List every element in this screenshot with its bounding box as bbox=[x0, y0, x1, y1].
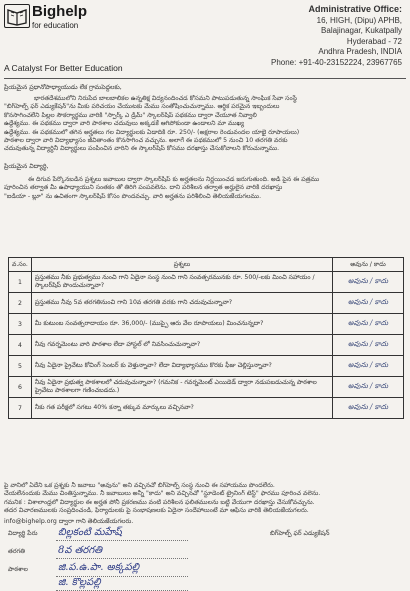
brand-subtitle: for education bbox=[32, 21, 79, 30]
paragraph-line: "బిగ్‌హెల్ప్ ఫర్ ఎడ్యుకేషన్"ను మీకు పరిచయం చేయుటకు మేము సంతోషించుచున్నాము. ఆర్థిక పరమైన ఇబ్బందులు bbox=[4, 103, 280, 111]
answer-cell[interactable] bbox=[333, 398, 404, 419]
column-header-question: ప్రశ్నలు bbox=[31, 258, 332, 272]
answer-mark: అవును / కాదు bbox=[347, 277, 389, 285]
brand-name: Bighelp bbox=[32, 3, 87, 20]
greeting: ప్రియమైన ప్రధానోపాధ్యాయుడు లేక గ్రామపెద్దలకు, bbox=[4, 84, 122, 91]
tagline: A Catalyst For Better Education bbox=[4, 63, 123, 73]
question-number: 7 bbox=[9, 398, 32, 419]
question-text: నీవు ఏదైనా ప్రభుత్వ పాఠశాలలో చదువుచున్నావా? (గమనిక - గవర్నమెంట్ ఎయిడెడ్ ద్వారా నడుపబడుచున్న పాఠశాల ప్రైవేటు పాఠశాలగా గణించబడదు.) bbox=[31, 377, 332, 398]
paragraph-line: పూరించిన తర్వాత మీ ఉపాధ్యాయుని సంతకం తో తిరిగి పంపవలెను. దాని పరిశీలన తర్వాత అర్హులైన వారికి దరఖాస్తు bbox=[4, 184, 283, 192]
question-number: 4 bbox=[9, 335, 32, 356]
answer-cell[interactable] bbox=[333, 335, 404, 356]
paragraph-line: పాఠశాల ద్వారా వారి విద్యాభ్యాసం జీవితాంతం కొనసాగించ వచ్చును. అలాగే ఈ పథకములో 5 నుంచి 10 తరగతి వరకు bbox=[4, 137, 288, 145]
class-handwritten[interactable]: 8వ తరగతి bbox=[58, 545, 103, 556]
office-title: Administrative Office: bbox=[308, 4, 402, 14]
student-name-label: విద్యార్థి పేరు bbox=[8, 530, 38, 537]
answer-mark: అవును / కాదు bbox=[347, 340, 389, 348]
office-line: Andhra Pradesh, INDIA bbox=[318, 47, 402, 56]
question-number: 6 bbox=[9, 377, 32, 398]
table-row bbox=[9, 293, 404, 314]
answer-mark: అవును / కాదు bbox=[347, 319, 389, 327]
intro-paragraph bbox=[4, 95, 406, 154]
office-line: 16, HIGH, (Dipu) APHB, bbox=[316, 15, 402, 25]
paragraph-line: "ఐడియా - బ్లూ" ను ఉచితంగా స్కాలర్‌షిప్ కోసం పొందవచ్చు. వారి అర్హతను పరిశీలించి తెలియజేయగలము. bbox=[4, 192, 262, 200]
instructions-paragraph bbox=[4, 176, 406, 201]
office-phone: Phone: +91-40-23152224, 23967765 bbox=[270, 57, 402, 67]
paragraph-line: ఈ దిగువ పేర్కొనబడిన ప్రశ్నలు జవాబుల ద్వారా స్కాలర్‌షిప్ కు అర్హతలను నిర్ణయించడ జరుగుతుంది. అడి పైన ఈ పత్రము bbox=[28, 176, 320, 183]
paragraph-line: కొనసాగించలేని పిల్లల సౌకర్యార్థము వారికి "స్పార్క్ ఎ డ్రీమ్" స్కాలర్‌షిప్ పథకము ద్వారా చేయూత నివ్వాలి bbox=[4, 111, 257, 119]
office-line: Balajinagar, Kukatpally bbox=[321, 26, 402, 35]
answer-cell[interactable] bbox=[333, 293, 404, 314]
paragraph-line: తదర విచారణములకు సంప్రదించండి, ఫిర్యాదులకు పై సంభాషణలకు ఏదైనా సందేహాలుంటే మా ఆఫీసు వారికి తెలియజేయగలరు. bbox=[4, 507, 309, 515]
office-line: Hyderabad - 72 bbox=[346, 36, 402, 46]
table-row bbox=[9, 356, 404, 377]
question-text: ప్రస్తుతము నీవు 5వ తరగతినుంచి గాని 10వ తరగతి వరకు గాని చదువుచున్నావా? bbox=[31, 293, 332, 314]
answer-mark: అవును / కాదు bbox=[347, 361, 389, 369]
header-divider bbox=[4, 78, 406, 79]
paragraph-line: చదువుతున్న విద్యార్థినీ విద్యార్థులు పంపించిన వారిని ఈ స్కాలర్‌షిప్ కోసము దరఖాస్తు చేసుకోవాలని కోరుచున్నాము. bbox=[4, 145, 280, 153]
answer-cell[interactable] bbox=[333, 272, 404, 293]
question-text: ప్రస్తుతము నీకు ప్రభుత్వము నుంచి గాని ఏదైనా సంస్థ నుంచి గాని సంవత్సరమునకు రూ. 500/-లకు మించి సహాయం / స్కాలర్‌షిప్ పొందుచున్నావా? bbox=[31, 272, 332, 293]
answer-mark: అవును / కాదు bbox=[347, 382, 389, 390]
closing-paragraph bbox=[4, 482, 406, 516]
question-text: మీ కుటుంబ సంవత్సరాదాయం రూ. 36,000/- (ముప్పై ఆరు వేల రూపాయలు) మించనున్నదా? bbox=[31, 314, 332, 335]
class-label: తరగతి bbox=[8, 548, 25, 555]
paragraph-line: పై వానిలో ఏదేని ఒక ప్రశ్నకు నీ జవాబు "అవును" అని వచ్చినచో బిగ్‌హెల్ప్ సంస్థ నుంచి ఈ సహాయము పొందలేరు. bbox=[4, 482, 275, 489]
paragraph-line: చేయలేనందుకు మేము చింతిస్తున్నాము. నీ జవాబులు అన్నీ "కాదు" అని వచ్చినచో "స్టూడెంట్ ట్రైనింగ్ టెస్ట్" ఫారము పూరించ వలెను. bbox=[4, 490, 321, 498]
class-line bbox=[56, 558, 188, 559]
table-row bbox=[9, 314, 404, 335]
school-label: పాఠశాల bbox=[8, 566, 28, 573]
school-handwritten[interactable]: జి.ప.ఉ.పా. అక్కపల్లి bbox=[58, 562, 140, 573]
answer-mark: అవును / కాదు bbox=[347, 403, 389, 411]
village-handwritten[interactable]: జి. కొల్లపల్లి bbox=[58, 577, 101, 588]
paragraph-line: ఉద్దేశ్యము. ఈ పథకము ద్వారా వారి పాఠశాల చదువులు అక్కడకే ఆగిపోకుండా ఉండాలని మా ముఖ్య bbox=[4, 120, 245, 128]
student-name-handwritten[interactable]: బిల్లకంటి మహేష్ bbox=[58, 527, 122, 538]
table-row bbox=[9, 377, 404, 398]
org-signature-label: బిగ్‌హెల్ప్ ఫర్ ఎడ్యుకేషన్ bbox=[270, 530, 330, 537]
answer-mark: అవును / కాదు bbox=[347, 298, 389, 306]
question-number: 5 bbox=[9, 356, 32, 377]
table-row bbox=[9, 398, 404, 419]
office-address bbox=[232, 4, 402, 68]
bighelp-logo-icon bbox=[4, 4, 30, 28]
question-text: నీవు గవర్నమెంటు వారి పాఠశాల లేదా హాస్టల్ లో నివసించుచున్నావా? bbox=[31, 335, 332, 356]
table-header-row bbox=[9, 258, 404, 272]
question-number: 2 bbox=[9, 293, 32, 314]
paragraph-line: ఉద్దేశ్యము. ఈ పథకములో తగిన అర్హతలు గల విద్యార్థులకు ఏడాదికి రూ. 250/- (అక్షరాల రెండువందల యాభై రూపాయలు) bbox=[4, 128, 300, 136]
student-name-line bbox=[56, 540, 188, 541]
paragraph-line: గమనిక : విశాలాంధ్రలో విద్యార్థుల ఈ అర్హత పోనీ ప్రకరణము వంటి పరిశీలన ఫలితములను బట్టి వేయుగా దరఖాస్తు చేసుకోవచ్చును. bbox=[4, 498, 315, 506]
paragraph-line: భారతదేశములోని నిరుపేద బాలబాలికల ఉన్నతిక్ష విద్యనందించడ కోసమని పాటుపడుతున్న సాంఘిక సేవా సంస్థే bbox=[34, 95, 298, 102]
answer-cell[interactable] bbox=[333, 377, 404, 398]
table-row bbox=[9, 272, 404, 293]
question-number: 1 bbox=[9, 272, 32, 293]
answer-cell[interactable] bbox=[333, 356, 404, 377]
column-header-no: వ.సం. bbox=[9, 258, 32, 272]
question-text: నీకు గత పరీక్షలో సగటు 40% కన్నా తక్కువ మార్కులు వచ్చినవా? bbox=[31, 398, 332, 419]
greeting-student: ప్రియమైన విద్యార్థి, bbox=[4, 163, 49, 170]
eligibility-table bbox=[8, 257, 404, 419]
question-number: 3 bbox=[9, 314, 32, 335]
email-line: info@bighelp.org ద్వారా గాని తెలియజేయగలరు. bbox=[4, 518, 134, 525]
column-header-answer: అవును / కాదు bbox=[333, 258, 404, 272]
answer-cell[interactable] bbox=[333, 314, 404, 335]
question-text: నీవు ఏదైనా ప్రైవేటు కోచింగ్ సెంటర్ కు వెళ్తున్నావా? లేదా విద్యాభ్యాసము కొరకు ఫీజు చెల్లిస్తున్నావా? bbox=[31, 356, 332, 377]
table-row bbox=[9, 335, 404, 356]
